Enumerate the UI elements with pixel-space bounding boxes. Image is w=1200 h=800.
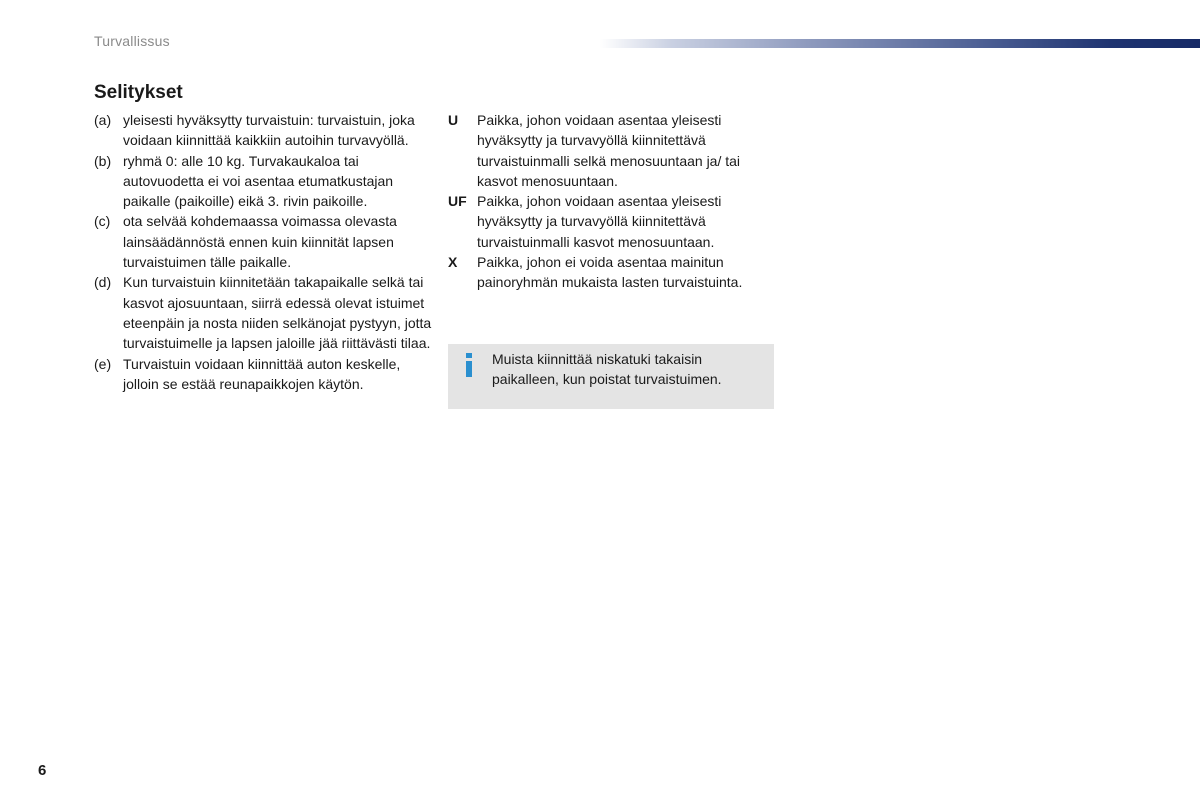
note-marker: (e): [94, 355, 112, 372]
code-item: [448, 191, 778, 252]
note-marker: (b): [94, 152, 112, 169]
note-text: Kun turvaistuin kiinnitetään takapaikalle selkä tai kasvot ajosuuntaan, siirrä edessä olevat istuimet eteenpäin ja nosta niiden selkänojat pystyyn, jotta turvaistuimelle ja lapsen jaloille jää riittävästi tilaa.: [123, 274, 432, 352]
note-marker: (a): [94, 112, 112, 128]
note-marker: (d): [94, 274, 112, 291]
note-item: [94, 151, 434, 212]
code-text: Paikka, johon voidaan asentaa yleisesti hyväksytty ja turvavyöllä kiinnitettävä turvaistuinmalli selkä menosuuntaan ja/ tai kasvot menosuuntaan.: [477, 112, 741, 189]
header-accent-bar: [600, 39, 1200, 48]
note-text: yleisesti hyväksytty turvaistuin: turvaistuin, joka voidaan kiinnittää kaikkiin autoihin turvavyöllä.: [123, 112, 415, 149]
code-text: Paikka, johon voidaan asentaa yleisesti hyväksytty ja turvavyöllä kiinnitettävä turvaistuinmalli kasvot menosuuntaan.: [477, 193, 722, 250]
note-text: ota selvää kohdemaassa voimassa olevasta lainsäädännöstä ennen kuin kiinnität lapsen turvaistuimen tälle paikalle.: [123, 213, 397, 271]
note-item: [94, 354, 434, 395]
note-text: ryhmä 0: alle 10 kg. Turvakaukaloa tai autovuodetta ei voi asentaa etumatkustajan paikalle (paikoille) eikä 3. rivin paikoille.: [123, 152, 394, 210]
code-item: [448, 110, 778, 191]
page-number: 6: [38, 762, 47, 779]
codes-list: [448, 110, 778, 293]
code-marker: X: [448, 254, 458, 271]
code-marker: U: [448, 112, 459, 128]
code-text: Paikka, johon ei voida asentaa mainitun painoryhmän mukaista lasten turvaistuinta.: [477, 254, 743, 291]
note-text: Turvaistuin voidaan kiinnittää auton keskelle, jolloin se estää reunapaikkojen käytön.: [123, 355, 401, 392]
running-header-title: Turvallissus: [94, 33, 170, 49]
note-item: [94, 110, 434, 151]
info-icon: [463, 353, 475, 377]
code-item: [448, 252, 778, 293]
note-marker: (c): [94, 213, 111, 230]
note-item: [94, 272, 434, 353]
notes-list: [94, 110, 434, 394]
note-item: [94, 211, 434, 272]
info-note-box: [448, 344, 774, 409]
info-note-text: Muista kiinnittää niskatuki takaisin paikalleen, kun poistat turvaistuimen.: [492, 351, 722, 388]
section-heading: Selitykset: [94, 82, 183, 103]
code-marker: UF: [448, 193, 467, 210]
